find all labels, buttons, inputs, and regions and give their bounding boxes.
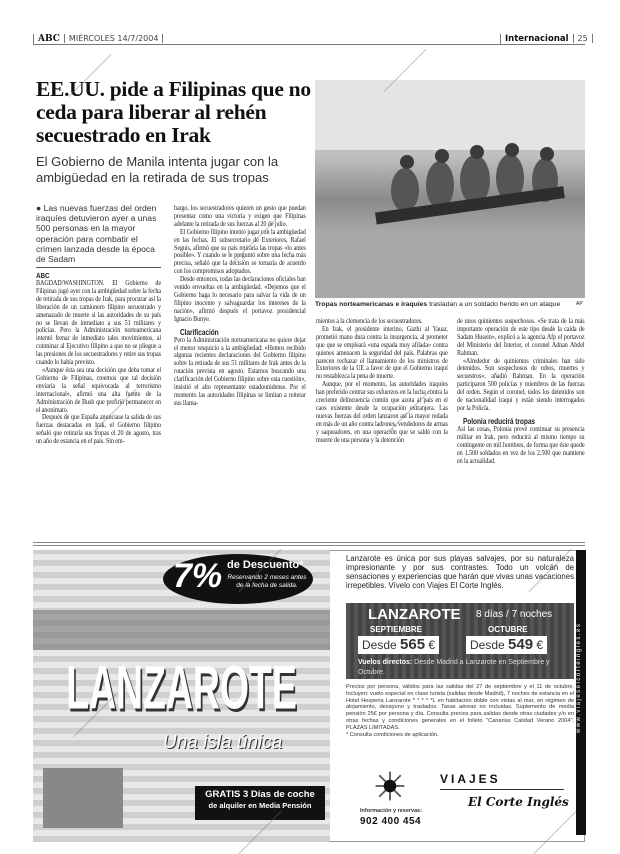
ad-tagline: Una isla única: [163, 732, 283, 753]
paragraph: Después de que España anunciase la salida de sus fuerzas destacadas en Irak, el Gobierno filipino señaló que retiraría sus tropas el 20 de agosto, tras un año de estancia en el país. Sin em-: [36, 413, 161, 446]
subhead: Clarificación: [179, 327, 219, 337]
divider: [33, 545, 585, 546]
paragraph: En Irak, el presidente interino, Gazhi al Yauar, prometió mano dura contra la insurgencia, al prometer que que se empleará «una espada muy afilada» contra quienes amenacen la seguridad del país. Palabras que parecen rechazar el llamamiento de los ministros de Exteriores de la UE a favor de que el Gobierno iraquí no restablezca la pena de muerte.: [316, 324, 448, 381]
paragraph: BAGDAD/WASHINGTON. El Gobierno de Filipinas jugó ayer con la ambigüedad sobre la fecha de retirada de sus tropas de Irak, para procurar así la liberación de un camionero filipino secuestrado y amenazado de muerte si las autoridades de su país no se llevan de inmediato a sus 51 militares y policías. Pero la Administración norteamericana intentó frenar de inmediato tales movimientos, al conminar al Ejecutivo filipino a que no se pliegue a las presiones de los secuestradores y retire sus tropas cuando lo había previsto.: [36, 279, 161, 367]
soldiers-photo: [315, 80, 585, 298]
discount-badge: [163, 554, 313, 604]
price-october: Desde 549 €: [466, 636, 547, 654]
terms-text: Precios por persona, válidos para las salidas del 27 de septiembre y el 11 de octubre. Incluyen: vuelo especial en clase turista (salidas desde Madrid), 7 noches de estancia en el Hotel Hesperia Lanzarote * * * * *L en habitación doble con vistas al mar, en régimen de alojamiento, desayuno y traslados. Tasas aéreas no incluidas. Suplemento de media pensión 25€ por persona y día. Consulta precios para salidas desde otras ciudades y/o en otras fechas y condiciones generales en el folleto "Canarias Calidad Verano 2004". PLAZAS LIMITADAS.: [346, 684, 574, 731]
page-number: 25: [573, 34, 592, 43]
offer-duration: 8 días / 7 noches: [476, 609, 553, 620]
paragraph: Así las cosas, Polonia prevé continuar su presencia militar en Irak, pero reducirá al mismo tiempo su contingente en mil hombres, de forma que éste quede en 1.500 soldados en vez de los 2.500 que mantiene en la actualidad.: [457, 424, 585, 465]
month-october: OCTUBRE: [488, 625, 528, 634]
terms-note: * Consulta condiciones de aplicación.: [346, 731, 439, 738]
paragraph: Aunque, por el momento, las autoridades iraquíes han preferido centrar sus esfuerzos en la lucha contra la creciente delincuencia común que azota al país en el caos existente desde la ocupación extranjera. Las nuevas fuerzas del orden lanzaron así la mayor redada en más de un año contra ladrones, vendedores de armas y saqueadores, en una operación que se saldó con la muerte de una persona y la detención: [316, 380, 448, 444]
divider: [33, 542, 585, 543]
gratis-line1: GRATIS 3 Días de coche: [205, 789, 315, 800]
caption-text: trasladan a un soldado herido en un ataque: [427, 301, 561, 308]
offer-title: LANZAROTE: [368, 606, 461, 623]
column-3: [316, 318, 448, 445]
divider: [440, 789, 564, 790]
paragraph: bargo, los secuestradores quieren un gesto que puedan presentar como una victoria y exigen que Filipinas adelante la retirada de sus fuerzas al 20 de julio.: [174, 204, 306, 228]
header-left: [33, 34, 171, 44]
ad-image: [33, 550, 330, 842]
paper-name: ABC: [33, 34, 64, 44]
paragraph: «Aunque ésta sea una decisión que deba tomar el Gobierno de Filipinas, creemos que tal decisión enviaría la señal equivocada al terrorismo internacional», afirmó una alta fuente de la Administración de Bush que prefirió permanecer en el anonimato.: [36, 365, 161, 414]
byline: ABC: [36, 271, 50, 280]
photo-credit: AP: [576, 301, 583, 307]
flights-info: Vuelos directos: Desde Madrid a Lanzarote en Septiembre y Octubre.: [358, 659, 550, 676]
lead-summary: ● Las nuevas fuerzas del orden iraquíes detuvieron ayer a unas 500 personas en la mayor operación para combatir el crimen lanzada desde la época de Sadam: [36, 203, 157, 265]
discount-label: de Descuento*: [227, 559, 304, 571]
paragraph: «Alrededor de quinientos criminales han sido detenidos. Son sospechosos de robos, muertes y secuestros», añadió Rahman. En la operación participaron 500 policías y miembros de las fuerzas del orden. Según el coronel, todos los detenidos son de nacionalidad iraquí y están siendo interrogados por la Policía.: [457, 356, 585, 412]
subheadline: El Gobierno de Manila intenta jugar con la ambigüedad en la retirada de sus tropas: [36, 154, 279, 185]
offer-box: [346, 603, 574, 679]
paragraph: Desde entonces, todas las declaraciones oficiales han venido envueltas en la ambigüedad. «Dejemos que el Gobierno haga lo necesario para salvar la vida de un filipino inocente y salvaguardar los intereses de la nación», afirmó después el portavoz presidencial Ignacio Bunye.: [174, 275, 306, 323]
info-label: Información y reservas:: [360, 808, 423, 814]
headline: EE.UU. pide a Filipinas que no ceda para liberar al rehén secuestrado en Irak: [36, 77, 311, 147]
gratis-line2: de alquiler en Media Pensión: [208, 801, 312, 810]
ad-headline: LANZAROTE: [66, 654, 297, 723]
paragraph: mientos a la clemencia de los secuestradores.: [316, 317, 423, 325]
month-september: SEPTIEMBRE: [370, 625, 423, 634]
section-name: Internacional: [500, 34, 573, 44]
caption-bold: Tropas norteamericanas e iraquíes: [315, 301, 428, 308]
column-1: [36, 271, 161, 446]
discount-percent: 7%: [173, 557, 223, 595]
ad-intro: Lanzarote es única por sus playas salvajes, por su naturaleza impresionante y por sus contrastes. Todo un volcán de sensaciones y experiencias que harán que vivas unas vacaciones irrepetibles. Vívelo con Viajes El Corte Inglés.: [346, 554, 574, 590]
price-september: Desde 565 €: [358, 636, 439, 654]
paragraph: de unos quinientos sospechosos. «Se trata de la más importante operación de este tipo desde la caída de Sadam Husein», explicó a la agencia Afp el portavoz del Ministerio del Interior, el coronel Adnan Abdel Rahman.: [457, 317, 585, 357]
lanzarote-logo: [372, 768, 408, 804]
brand-corte-ingles-logo: El Corte Inglés: [468, 795, 569, 809]
divider: [36, 267, 161, 268]
issue-date: MIÉRCOLES 14/7/2004: [64, 34, 163, 43]
paragraph: Pero la Administración norteamericana no quiere dejar el menor resquicio a la ambigüedad: «Hemos recibido algunas recientes declaraciones del Gobierno filipino sobre la retirada de sus 51 militares de Irak antes de la rotación prevista en agosto. Estamos buscando una clarificación del Gobierno filipino sobre esta cuestión», insistió el alto representante estadounidense. Por el momento las autoridades filipinas se limitan a reiterar sus llama-: [174, 335, 306, 407]
brand-viajes: VIAJES: [440, 772, 501, 786]
website-url[interactable]: www.viajeselcorteingles.es: [576, 550, 586, 835]
column-4: [457, 318, 585, 465]
subhead: Polonia reducirá tropas: [462, 416, 536, 426]
header-right: [500, 34, 601, 44]
column-2: [174, 205, 306, 408]
ad-terms: [346, 684, 574, 738]
paragraph: El Gobierno filipino intentó jugar con la ambigüedad en las fechas. El subsecretario de Exteriores, Rafael Seguis, afirmó que su país retiraría las tropas «lo antes posible». Y cuando se le preguntó sobre una fecha más precisa, señaló que la decisión se tomaría de acuerdo con los compromisos adoptados.: [174, 227, 306, 276]
photo-caption: [315, 301, 571, 309]
header-rule: [33, 44, 585, 45]
news-photo: [315, 80, 585, 298]
discount-note: Reservando 2 meses antes de la fecha de salida.: [227, 574, 307, 589]
gratis-box: [195, 786, 325, 820]
phone-number[interactable]: 902 400 454: [360, 816, 422, 827]
